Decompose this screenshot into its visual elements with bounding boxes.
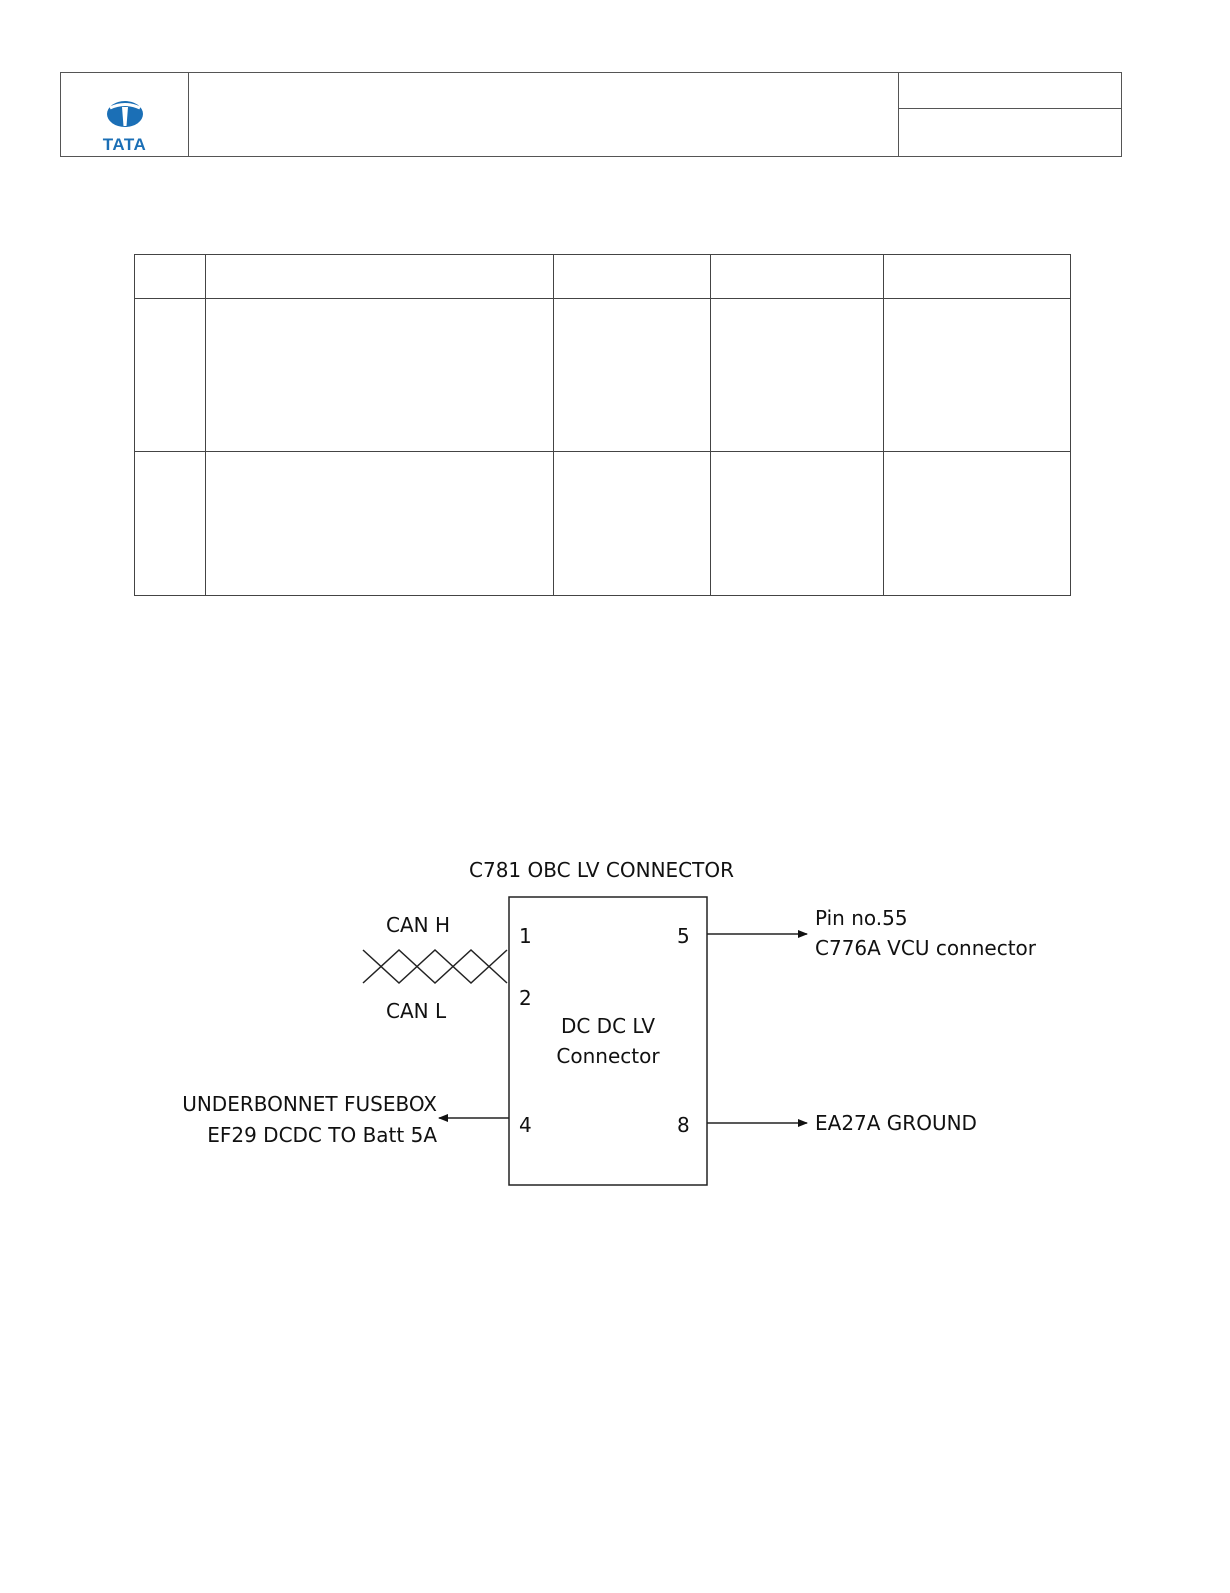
can-l-label: CAN L [386,999,447,1023]
pin-5-label: 5 [677,924,690,948]
twisted-pair-wire [363,950,507,983]
can-h-label: CAN H [386,913,451,937]
pin-4-label: 4 [519,1113,532,1137]
pin-4-target-line1: UNDERBONNET FUSEBOX [182,1092,437,1116]
pin-5-target-line2: C776A VCU connector [815,936,1037,960]
logo-text: TATA [102,135,147,154]
diagram-title: C781 OBC LV CONNECTOR [469,858,734,882]
box-label-line2: Connector [556,1044,660,1068]
pin-2-label: 2 [519,986,532,1010]
pin-1-label: 1 [519,924,532,948]
box-label-line1: DC DC LV [560,1014,656,1038]
pin-8-label: 8 [677,1113,690,1137]
pin-8-target: EA27A GROUND [815,1111,977,1135]
pin-4-target-line2: EF29 DCDC TO Batt 5A [207,1123,437,1147]
pin-5-target-line1: Pin no.55 [815,906,908,930]
